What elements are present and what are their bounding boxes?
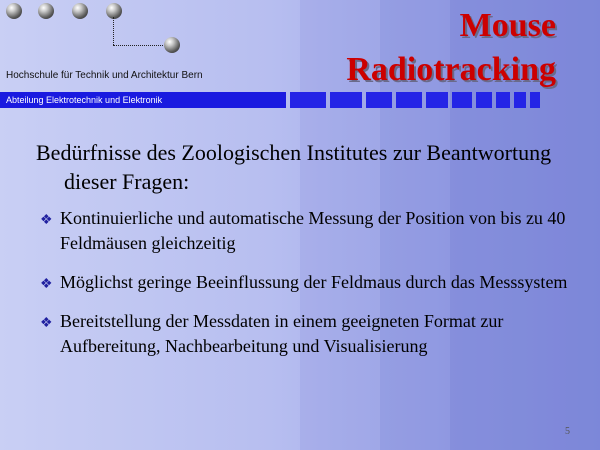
- decor-square: [514, 92, 526, 108]
- sphere-dot-icon: [38, 3, 54, 19]
- diamond-bullet-icon: ❖: [40, 277, 53, 292]
- dotted-connector: [113, 45, 163, 46]
- sphere-dot-icon: [164, 37, 180, 53]
- decor-square: [452, 92, 472, 108]
- decor-square: [496, 92, 510, 108]
- bullet-item: [36, 270, 576, 295]
- decor-square: [366, 92, 392, 108]
- bullet-text: Möglichst geringe Beeinflussung der Feldmaus durch das Messsystem: [60, 272, 568, 292]
- diamond-bullet-icon: ❖: [40, 316, 53, 331]
- decor-square: [476, 92, 492, 108]
- decor-square: [396, 92, 422, 108]
- decor-square: [426, 92, 448, 108]
- slide-title: [346, 4, 556, 92]
- intro-text: Bedürfnisse des Zoologischen Institutes zur Beantwortung dieser Fragen:: [36, 140, 552, 194]
- page-number: 5: [565, 426, 570, 437]
- slide-content: [36, 138, 576, 373]
- dotted-connector: [113, 17, 114, 45]
- bullet-text: Bereitstellung der Messdaten in einem geeigneten Format zur Aufbereitung, Nachbearbeitung und Visualisierung: [60, 311, 504, 356]
- school-name: Hochschule für Technik und Architektur Bern: [6, 70, 203, 81]
- sphere-dot-icon: [6, 3, 22, 19]
- diamond-bullet-icon: ❖: [40, 213, 53, 228]
- department-bar: Abteilung Elektrotechnik und Elektronik: [0, 92, 286, 108]
- decor-square: [330, 92, 362, 108]
- bullet-item: [36, 206, 576, 256]
- decor-square: [290, 92, 326, 108]
- decor-square: [530, 92, 540, 108]
- sphere-dot-icon: [72, 3, 88, 19]
- title-line-1: Mouse: [459, 7, 556, 44]
- bullet-item: [36, 309, 576, 359]
- title-line-2: Radiotracking: [346, 51, 556, 88]
- sphere-dot-icon: [106, 3, 122, 19]
- bullet-text: Kontinuierliche und automatische Messung der Position von bis zu 40 Feldmäusen gleichzeitig: [60, 208, 566, 253]
